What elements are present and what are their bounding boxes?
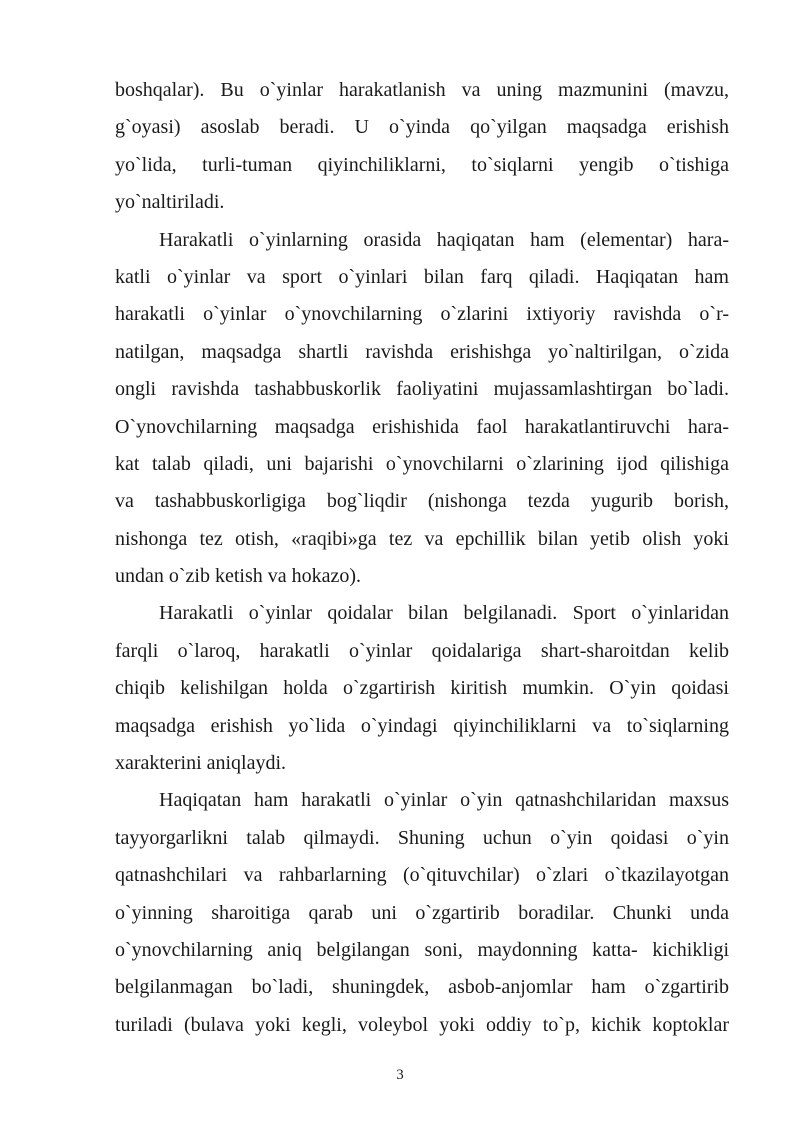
text-line: undan o`zib ketish va hokazo). <box>115 565 362 588</box>
text-line: xarakterini aniqlaydi. <box>115 752 287 775</box>
page-number: 3 <box>396 1067 404 1083</box>
text-line: yo`lida, turli-tuman qiyinchiliklarni, to`siqlarni yengib o`tishiga <box>115 153 729 176</box>
paragraph <box>115 222 729 596</box>
text-line: harakatli o`yinlar o`ynovchilarning o`zlarini ixtiyoriy ravishda o`r- <box>115 303 729 326</box>
paragraph <box>115 72 729 222</box>
text-line: Haqiqatan ham harakatli o`yinlar o`yin qatnashchilaridan maxsus <box>159 789 729 812</box>
text-line: Harakatli o`yinlarning orasida haqiqatan ham (elementar) hara- <box>159 228 729 251</box>
text-line: g`oyasi) asoslab beradi. U o`yinda qo`yilgan maqsadga erishish <box>115 116 729 139</box>
text-line: boshqalar). Bu o`yinlar harakatlanish va uning mazmunini (mavzu, <box>115 79 729 101</box>
paragraph <box>115 595 729 782</box>
text-line: chiqib kelishilgan holda o`zgartirish kiritish mumkin. O`yin qoidasi <box>115 677 729 700</box>
text-line: farqli o`laroq, harakatli o`yinlar qoidalariga shart-sharoitdan kelib <box>115 639 729 662</box>
text-line: belgilanmagan bo`ladi, shuningdek, asbob-anjomlar ham o`zgartirib <box>115 976 729 999</box>
text-line: O`ynovchilarning maqsadga erishishida faol harakatlantiruvchi hara- <box>115 415 729 438</box>
text-line: maqsadga erishish yo`lida o`yindagi qiyinchiliklarni va to`siqlarning <box>115 714 729 737</box>
text-line: katli o`yinlar va sport o`yinlari bilan farq qiladi. Haqiqatan ham <box>115 265 729 288</box>
text-line: kat talab qiladi, uni bajarishi o`ynovchilarni o`zlarining ijod qilishiga <box>115 452 729 475</box>
text-body <box>115 72 729 1044</box>
text-line: natilgan, maqsadga shartli ravishda erishishga yo`naltirilgan, o`zida <box>115 340 729 363</box>
text-line: yo`naltiriladi. <box>115 191 225 214</box>
text-line: tayyorgarlikni talab qilmaydi. Shuning uchun o`yin qoidasi o`yin <box>115 826 729 849</box>
text-line: nishonga tez otish, «raqibi»ga tez va epchillik bilan yetib olish yoki <box>115 527 729 550</box>
text-line: qatnashchilari va rahbarlarning (o`qituvchilar) o`zlari o`tkazilayotgan <box>115 864 729 887</box>
text-line: va tashabbuskorligiga bog`liqdir (nishonga tezda yugurib borish, <box>115 490 729 513</box>
paragraph <box>115 782 729 1044</box>
text-line: ongli ravishda tashabbuskorlik faoliyatini mujassamlashtirgan bo`ladi. <box>115 378 729 401</box>
text-line: o`yinning sharoitiga qarab uni o`zgartirib boradilar. Chunki unda <box>115 901 729 924</box>
text-line: Harakatli o`yinlar qoidalar bilan belgilanadi. Sport o`yinlaridan <box>159 602 729 625</box>
text-line: turiladi (bulava yoki kegli, voleybol yoki oddiy to`p, kichik koptoklar <box>115 1013 729 1036</box>
text-line: o`ynovchilarning aniq belgilangan soni, maydonning katta- kichikligi <box>115 938 729 961</box>
